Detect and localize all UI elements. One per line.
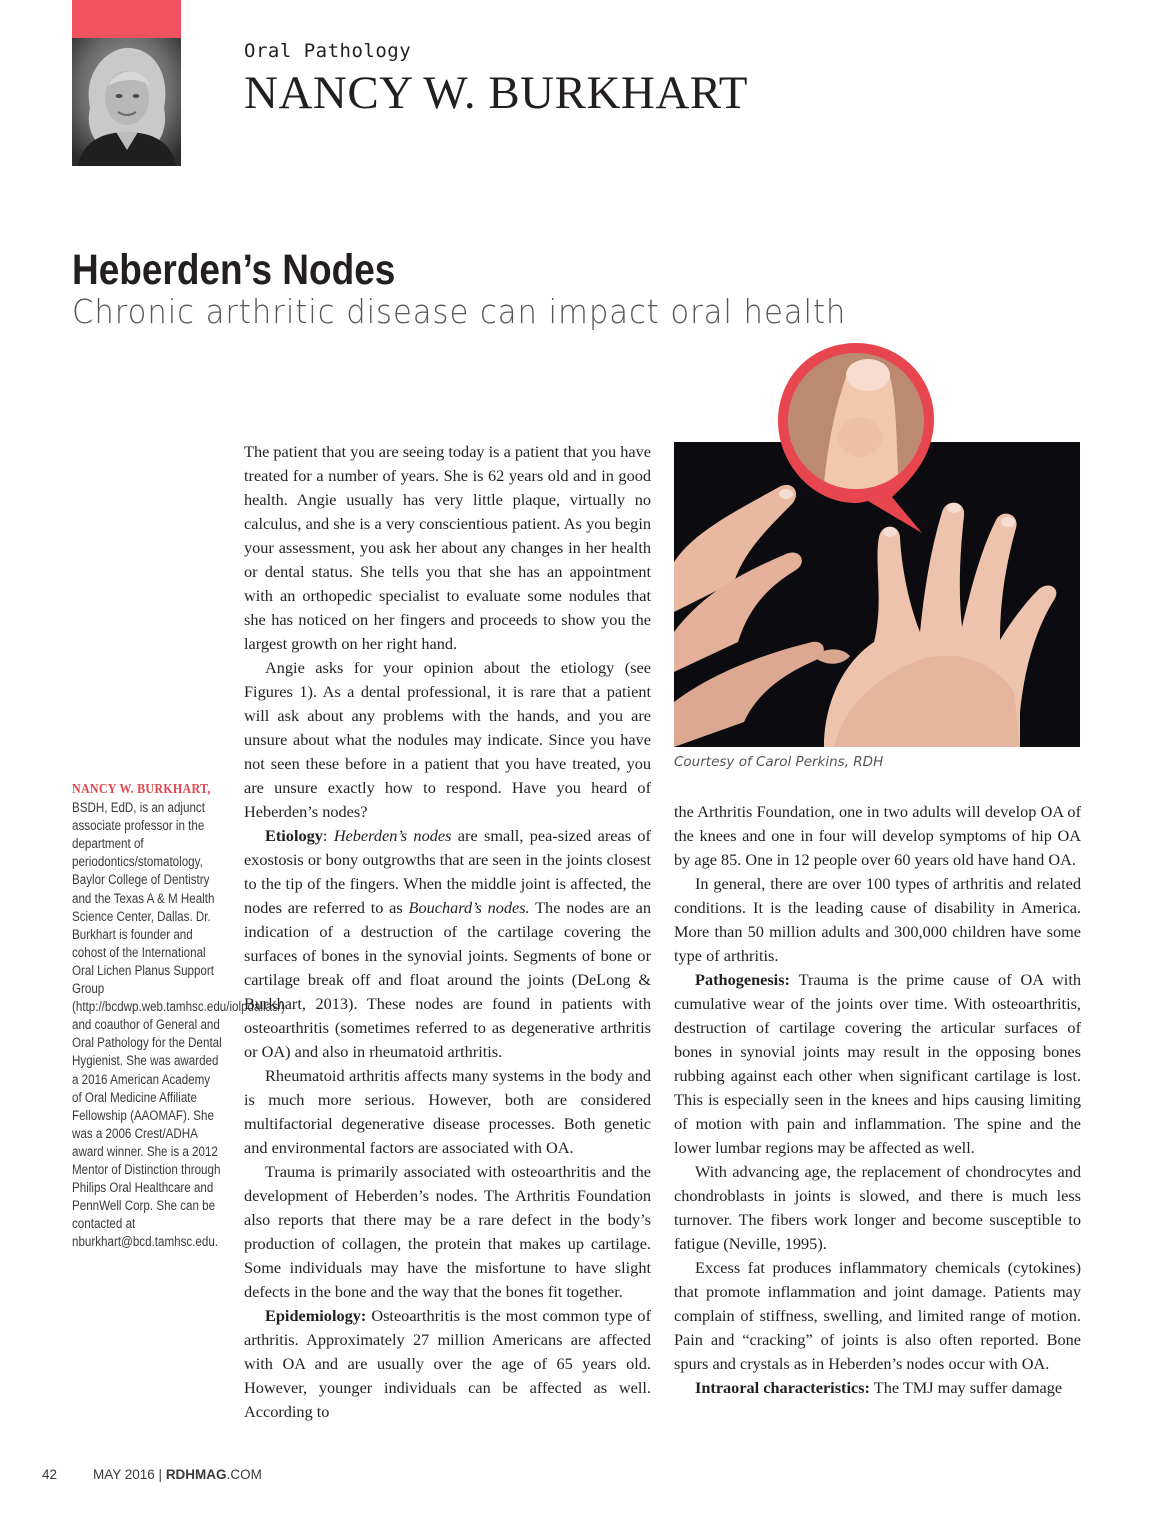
magnifier-callout: [772, 337, 940, 537]
footer-separator: |: [154, 1467, 166, 1482]
body-text: Osteoarthritis is the most common type of arthritis. Approximately 27 million Americans are affected with OA and are usually over the age of 65 years old. However, younger individuals can be affected as well. According to: [244, 1306, 651, 1421]
section-label-epidemiology: Epidemiology:: [265, 1306, 367, 1325]
body-paragraph-etiology: [244, 824, 651, 1064]
bio-author-name: NANCY W. BURKHART,: [72, 782, 211, 797]
body-paragraph: Angie asks for your opinion about the etiology (see Figures 1). As a dental professional, it is rare that a patient will ask about any problems with the hands, and you are unsure about what the nodules may indicate. Since you have not seen these before in a patient that you have treated, you are unsure exactly how to respond. Have you heard of Heberden’s nodes?: [244, 658, 651, 821]
magazine-domain: .COM: [226, 1467, 262, 1482]
term-heberdens-nodes: Heberden’s nodes: [333, 826, 452, 845]
article-subtitle: Chronic arthritic disease can impact oral health: [72, 292, 847, 331]
body-text: Trauma is the prime cause of OA with cumulative wear of the joints over time. With osteoarthritis, destruction of cartilage covering the articular surfaces of bones in synovial joints may result in the opposing bones rubbing against each other when significant cartilage is lost. This is especially seen in the knees and hips causing limiting of motion with pain and inflammation. The spine and the lower lumbar regions may be affected as well.: [674, 970, 1081, 1157]
article-title: Heberden’s Nodes: [72, 246, 396, 294]
column-name: Oral Pathology: [244, 40, 412, 62]
magazine-brand: RDHMAG: [165, 1467, 227, 1482]
header-accent-bar: [72, 0, 181, 38]
body-paragraph: Trauma is primarily associated with osteoarthritis and the development of Heberden’s nodes. The Arthritis Foundation also reports that there may be a rare defect in the body’s production of collagen, the protein that makes up cartilage. Some individuals may have the misfortune to have slight defects in the bone and the way that the bones fit together.: [244, 1162, 651, 1301]
body-paragraph: Excess fat produces inflammatory chemicals (cytokines) that promote inflammation and joint damage. Patients may complain of stiffness, swelling, and limited range of motion. Pain and “cracking” of joints is also often reported. Bone spurs and crystals as in Heberden’s nodes occur with OA.: [674, 1258, 1081, 1373]
figure-caption: Courtesy of Carol Perkins, RDH: [674, 754, 884, 770]
section-label-intraoral: Intraoral characteristics:: [695, 1378, 870, 1397]
body-paragraph: In general, there are over 100 types of arthritis and related conditions. It is the leading cause of disability in America. More than 50 million adults and 300,000 children have some type of arthritis.: [674, 874, 1081, 965]
issue-date: MAY 2016: [93, 1467, 155, 1482]
body-paragraph-intraoral: [674, 1376, 1081, 1400]
body-paragraph: Rheumatoid arthritis affects many systems in the body and is much more serious. However, both are considered multifactorial degenerative disease processes. Both genetic and environmental factors are associated with OA.: [244, 1066, 651, 1157]
author-photo: [72, 38, 181, 166]
section-label-pathogenesis: Pathogenesis:: [695, 970, 790, 989]
page-number: 42: [42, 1467, 58, 1482]
body-paragraph: the Arthritis Foundation, one in two adults will develop OA of the knees and one in four will develop symptoms of hip OA by age 85. One in 12 people over 60 years old have hand OA.: [674, 802, 1081, 869]
zoom-pin-icon: [772, 337, 940, 537]
body-paragraph: With advancing age, the replacement of chondrocytes and chondroblasts in joints is slowed, and there is much less turnover. The fibers work longer and become susceptible to fatigue (Neville, 1995).: [674, 1162, 1081, 1253]
author-name-heading: NANCY W. BURKHART: [244, 67, 749, 119]
article-column-2: [674, 800, 1081, 1400]
body-paragraph-epidemiology: [244, 1304, 651, 1424]
page-footer: [42, 1467, 262, 1482]
body-text: The nodes are an indication of a destruction of the cartilage covering the surfaces of bones in the synovial joints. Segments of bone or cartilage break off and float around the joints (DeLong & Burkhart, 2013). These nodes are found in patients with osteoarthritis (sometimes referred to as degenerative arthritis or OA) and also in rheumatoid arthritis.: [244, 898, 652, 1061]
body-paragraph: The patient that you are seeing today is a patient that you have treated for a number of years. She is 62 years old and in good health. Angie usually has very little plaque, virtually no calculus, and she is a very conscientious patient. As you begin your assessment, you ask her about any changes in her health or dental status. She tells you that she has an appointment with an orthopedic specialist to evaluate some nodules that she has noticed on her fingers and proceeds to show you the largest growth on her right hand.: [244, 442, 651, 653]
bio-text: BSDH, EdD, is an adjunct associate professor in the department of periodontics/stomatology, Baylor College of Dentistry and the Texas A & M Health Science Center, Dallas. Dr. Burkhart is founder and cohost of the International Oral Lichen Planus Support Group (http://bcdwp.web.tamhsc.edu/iolpdallas/) and coauthor of General and Oral Pathology for the Dental Hygienist. She was awarded a 2016 American Academy of Oral Medicine Affiliate Fellowship (AAOMAF). She was a 2006 Crest/ADHA award winner. She is a 2012 Mentor of Distinction through Philips Oral Healthcare and PennWell Corp. She can be contacted at nburkhart@bcd.tamhsc.edu.: [72, 800, 285, 1250]
label-colon: :: [322, 826, 334, 845]
author-portrait-image: [72, 38, 181, 166]
body-text: The TMJ may suffer damage: [869, 1378, 1063, 1397]
section-label-etiology: Etiology: [265, 826, 323, 845]
term-bouchards-nodes: Bouchard’s nodes.: [408, 898, 530, 917]
body-paragraph-pathogenesis: [674, 968, 1081, 1160]
article-column-1: [244, 440, 651, 1424]
author-bio: [72, 780, 285, 1251]
body-text: are small, pea-sized areas of exostosis or bony outgrowths that are seen in the joints closest to the tip of the fingers. When the middle joint is affected, the nodes are referred to as: [244, 826, 651, 917]
